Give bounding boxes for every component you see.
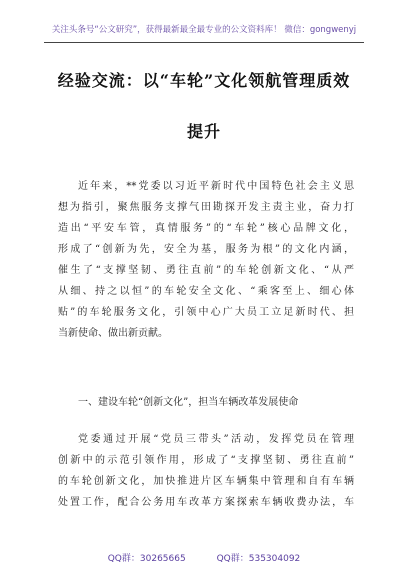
document-title-line-2: 提升 — [186, 122, 221, 141]
footer-contact — [0, 551, 408, 564]
footer-qq-group-2: QQ群：535304092 — [216, 554, 301, 564]
section-heading: 一、建设车轮“创新文化”，担当车辆改革发展使命 — [78, 397, 299, 408]
paragraph-line: 催生了“支撑坚韧、勇往直前”的车轮创新文化、“从严 — [58, 265, 354, 276]
paragraph-line: 当新使命、做出新贡献。 — [58, 328, 168, 339]
paragraph-line: 贴”的车轮服务文化，引领中心广大员工立足新时代、担 — [58, 307, 354, 318]
paragraph-line: 的车轮创新文化，加快推进片区车辆集中管理和自有车辆 — [58, 476, 354, 487]
document-title-line-1: 经验交流：以“车轮”文化领航管理质效 — [57, 71, 351, 90]
footer-qq-group-1: QQ群：30265665 — [107, 554, 186, 564]
paragraph-line: 处置工作，配合公务用车改革方案探索车辆收费办法，车 — [58, 497, 354, 508]
header-banner: 关注头条号“公文研究”，获得最新最全最专业的公文资料库！ 微信：gongwenyj — [51, 25, 357, 35]
paragraph-line: 近年来，**党委以习近平新时代中国特色社会主义思 — [78, 181, 354, 192]
paragraph-line: 造出“平安车管，真情服务”的“车轮”核心品牌文化， — [58, 223, 354, 234]
paragraph-line: 从细、持之以恒”的车轮安全文化、“乘客至上、细心体 — [58, 286, 354, 297]
paragraph-line: 党委通过开展“党员三带头”活动，发挥党员在管理 — [78, 434, 354, 445]
paragraph-line: 想为指引，聚焦服务支撑气田勘探开发主责主业，奋力打 — [58, 202, 354, 213]
paragraph-line: 创新中的示范引领作用，形成了“支撑坚韧、勇往直前” — [58, 455, 354, 466]
paragraph-line: 形成了“创新为先，安全为基，服务为根”的文化内涵， — [58, 244, 354, 255]
header-divider — [44, 42, 364, 43]
